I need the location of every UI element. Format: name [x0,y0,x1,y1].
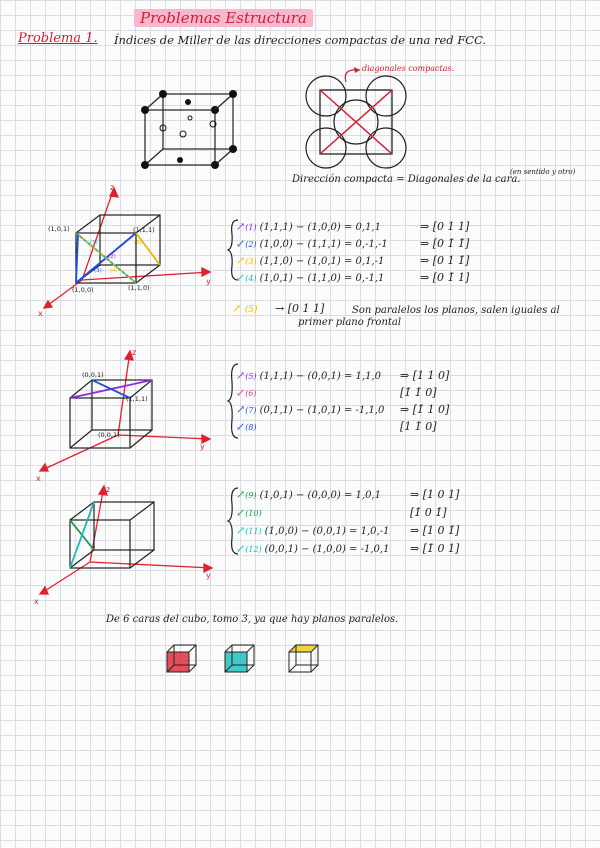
equation-row [236,542,389,555]
equation-row [236,506,262,519]
cube1-diagram [30,180,220,320]
block1-note: Son paralelos los planos, salen iguales al [352,305,560,316]
small-cube-2 [222,642,262,676]
miller-index-value: [1̄ 0 1̄] [410,506,447,519]
compact-direction-note: (en sentido y otro) [510,168,576,176]
cube2-label-bottom: (0,0,1) [98,431,120,439]
direction-arrow-icon: ↙ [236,542,246,555]
miller-index-result [420,271,469,284]
miller-index-value: [0 1̄ 1̄] [432,237,470,250]
equation-expression: (1,0,1) − (1,1,0) = 0,-1,1 [259,273,385,284]
equation-number: (5) [245,372,257,381]
miller-index-result [410,524,459,537]
implies-icon: ⇒ [410,524,423,537]
equation-row [236,254,384,267]
equation-number: (11) [245,527,262,536]
diagonal-label: diagonales compactas. [362,64,455,73]
equation-number: (10) [245,509,262,518]
miller-index-value: [1 1̄ 0] [400,420,437,433]
implies-icon: ⇒ [420,271,433,284]
miller-index-value: [1 1 0] [412,369,450,382]
direction-arrow-icon: ↙ [236,386,246,399]
miller-index-value: [1̄ 0 1] [422,542,460,555]
equation-number: (12) [245,545,262,554]
miller-index-result [420,220,469,233]
implies-icon: ⇒ [400,369,413,382]
direction-arrow-icon: ↗ [236,254,246,267]
cube1-axis-y: y [206,277,211,286]
cube1-num-4: (4) [110,268,118,274]
implies-icon: ⇒ [400,403,413,416]
miller-index-value: [1̄ 1 0] [412,403,450,416]
miller-index-result [400,403,449,416]
miller-index-result [410,506,447,519]
cube1-num-1: (1) [90,240,98,246]
cube2-diagram [30,345,220,485]
miller-index-result [400,420,437,433]
equation-expression: (1,0,0) − (1,1,1) = 0,-1,-1 [259,239,388,250]
cube1-axis-x: x [38,309,43,318]
problem-text: Índices de Miller de las direcciones compactas de una red FCC. [114,33,487,47]
direction-arrow-icon: ↙ [236,420,246,433]
cube2-label-top-right: (1,1,1) [126,395,148,403]
miller-index-result [400,386,437,399]
equation-number: (4) [245,274,257,283]
equation-expression: (1,1,0) − (1,0,1) = 0,1,-1 [259,256,385,267]
miller-index-value: [1 0 1̄] [422,524,460,537]
equation-number: (3) [245,257,257,266]
equation-row [236,403,384,416]
equation-row [236,386,257,399]
equation-expression: (0,0,1) − (1,0,0) = -1,0,1 [264,544,390,555]
miller-index-value: [1 0 1] [422,488,460,501]
cube1-corner-top-right: (1,1,1) [133,226,155,234]
direction-arrow-icon: ↗ [236,524,246,537]
miller-index-value: [0 1̄ 1] [432,271,470,284]
equation-expression: (0,1,1) − (1,0,1) = -1,1,0 [259,405,385,416]
equation-number: (8) [245,423,257,432]
fcc-unit-cell-sketch [135,88,245,170]
cube3-axis-x: x [34,597,39,606]
miller-index-value: [1̄ 1̄ 0] [400,386,437,399]
implies-icon: ⇒ [420,254,433,267]
equation-number: (1) [245,223,257,232]
miller-index-result [410,488,459,501]
direction-arrow-icon: ↙ [236,506,246,519]
miller-index-result [420,254,469,267]
direction-arrow-icon: ↗ [236,403,246,416]
equation-number: (2) [245,240,257,249]
cube3-diagram [30,482,220,612]
equation-expression: (1,0,1) − (0,0,0) = 1,0,1 [259,490,381,501]
equation-expression: (1,0,0) − (0,0,1) = 1,0,-1 [264,526,390,537]
page-title: Problemas Estructura [134,9,313,27]
equation-number: (9) [245,491,257,500]
cube2-label-top-left: (0,0,1) [82,371,104,379]
equation-row [236,488,381,501]
cube2-axis-x: x [36,474,41,483]
equation-row [236,524,389,537]
compact-direction-caption: Dirección compacta = Diagonales de la cara. [292,174,521,185]
cube1-num-3: (3) [94,268,102,274]
equation-row [236,271,384,284]
direction-arrow-icon: ↗ [236,369,246,382]
direction-arrow-icon: ↗ [236,488,246,501]
cube3-axis-z: z [106,485,111,494]
problem-label: Problema 1. [18,31,98,46]
miller-index-value: [0 1 1̄] [432,254,470,267]
cube1-axis-z: z [110,183,115,192]
equation-row [236,369,381,382]
cube1-corner-bottom-left: (1,0,0) [72,286,94,294]
miller-index-result [410,542,459,555]
direction-arrow-icon: ↙ [236,237,246,250]
equation-row [236,220,381,233]
cube3-axis-y: y [206,571,211,580]
block1-line5: ↗ (5) → [0 1 1] [232,302,325,315]
cube1-corner-top-left: (1,0,1) [48,225,70,233]
direction-arrow-icon: ↗ [236,220,246,233]
block1-note2: primer plano frontal [298,317,402,328]
direction-arrow-icon: ↙ [236,271,246,284]
equation-row [236,420,257,433]
miller-index-result [400,369,449,382]
small-cube-3 [286,642,326,676]
cube1-corner-bottom-right: (1,1,0) [128,284,150,292]
equation-expression: (1,1,1) − (0,0,1) = 1,1,0 [259,371,381,382]
equation-expression: (1,1,1) − (1,0,0) = 0,1,1 [259,222,381,233]
implies-icon: ⇒ [420,237,433,250]
cube1-num-5: (5) [134,240,142,246]
equation-row [236,237,388,250]
implies-icon: ⇒ [410,488,423,501]
fcc-face-diagram [290,62,490,172]
cube1-num-2: (2) [108,254,116,260]
implies-icon: ⇒ [420,220,433,233]
miller-index-value: [0 1 1] [432,220,470,233]
cube2-axis-z: z [132,348,137,357]
implies-icon: ⇒ [410,542,423,555]
cube2-axis-y: y [200,442,205,451]
equation-number: (6) [245,389,257,398]
equation-number: (7) [245,406,257,415]
small-cube-1 [164,642,204,676]
miller-index-result [420,237,469,250]
conclusion-text: De 6 caras del cubo, tomo 3, ya que hay planos paralelos. [106,614,399,625]
